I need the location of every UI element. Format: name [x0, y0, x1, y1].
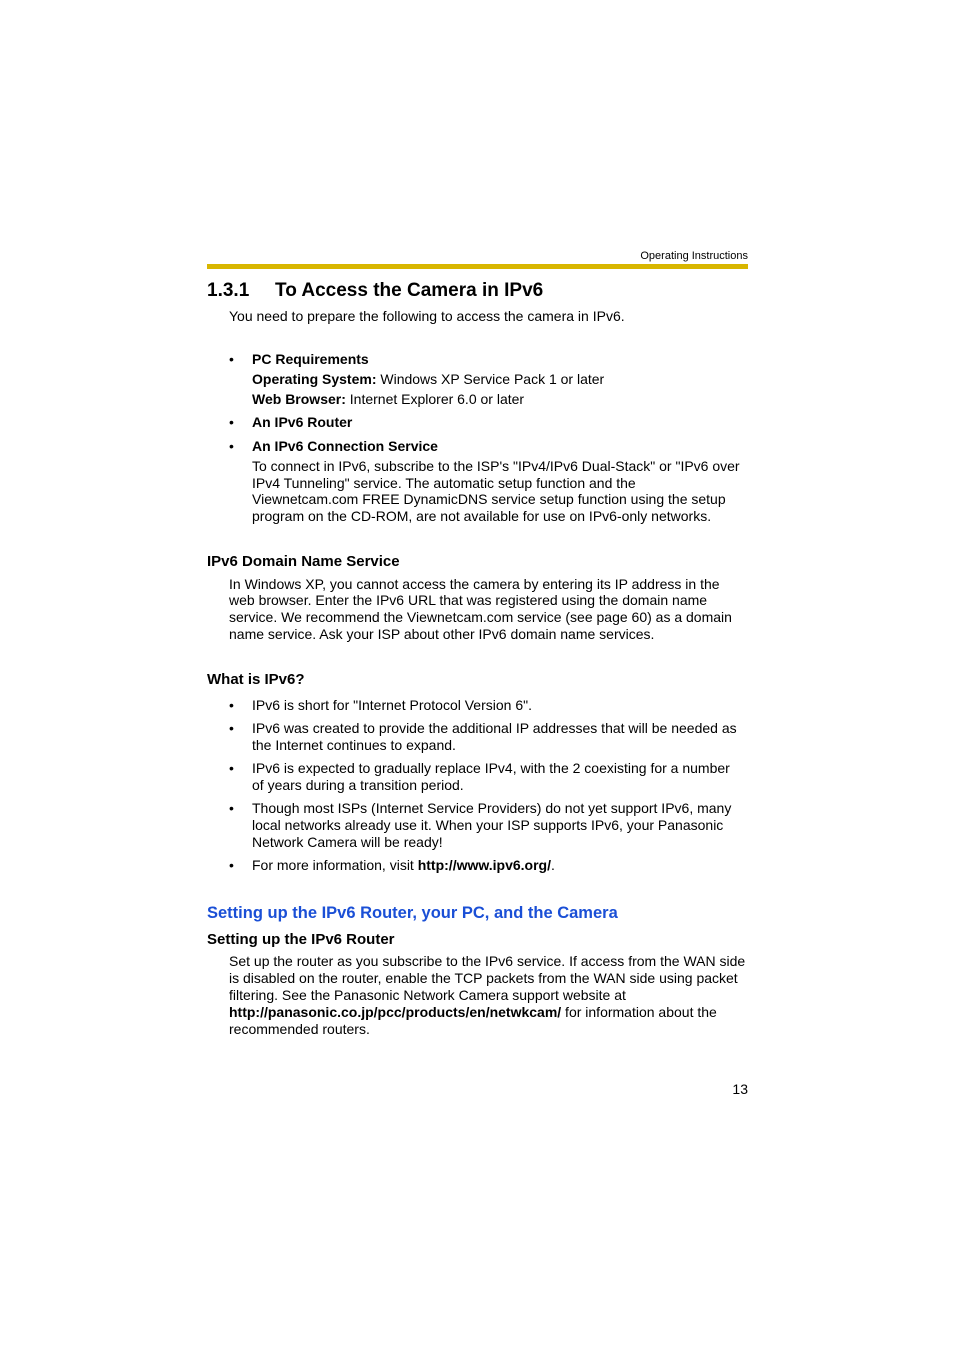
setup-line: is disabled on the router, enable the TCP packets from the WAN side using packet — [229, 970, 738, 986]
bullet: • — [229, 857, 234, 873]
bullet: • — [229, 760, 234, 776]
what-bullet-text: Though most ISPs (Internet Service Providers) do not yet support IPv6, many — [252, 800, 732, 816]
connection-service-line: IPv4 Tunneling" service. The automatic setup function and the — [252, 475, 636, 491]
bullet: • — [229, 351, 234, 367]
intro-text: You need to prepare the following to access the camera in IPv6. — [229, 308, 625, 324]
browser-value: Internet Explorer 6.0 or later — [345, 391, 525, 407]
section-heading — [207, 278, 543, 304]
what-bullet-text: local networks already use it. When your ISP supports IPv6, your Panasonic — [252, 817, 724, 833]
dns-line: In Windows XP, you cannot access the camera by entering its IP address in the — [229, 576, 720, 592]
what-bullet-text: IPv6 is expected to gradually replace IPv4, with the 2 coexisting for a number — [252, 760, 730, 776]
ipv6-org-link[interactable]: http://www.ipv6.org/ — [417, 857, 551, 873]
what-bullet-text: IPv6 is short for "Internet Protocol Version 6". — [252, 697, 532, 713]
os-value: Windows XP Service Pack 1 or later — [376, 371, 605, 387]
dns-line: service. We recommend the Viewnetcam.com service (see page 60) as a domain — [229, 609, 732, 625]
bullet: • — [229, 720, 234, 736]
header-rule — [207, 264, 748, 269]
pc-requirements-title: PC Requirements — [252, 351, 369, 367]
connection-service-line: To connect in IPv6, subscribe to the ISP's "IPv4/IPv6 Dual-Stack" or "IPv6 over — [252, 458, 740, 474]
setup-heading: Setting up the IPv6 Router, your PC, and the Camera — [207, 904, 618, 922]
os-label: Operating System: — [252, 371, 377, 387]
connection-service-title: An IPv6 Connection Service — [252, 438, 438, 454]
setup-line: Set up the router as you subscribe to the IPv6 service. If access from the WAN side — [229, 953, 746, 969]
bullet: • — [229, 697, 234, 713]
what-bullet-text: IPv6 was created to provide the additional IP addresses that will be needed as — [252, 720, 737, 736]
panasonic-support-link[interactable]: http://panasonic.co.jp/pcc/products/en/netwkcam/ — [229, 1004, 562, 1020]
what-heading: What is IPv6? — [207, 671, 305, 688]
setup-link-line — [229, 1004, 748, 1021]
connection-service-line: program on the CD-ROM, are not available for use on IPv6-only networks. — [252, 508, 712, 524]
bullet: • — [229, 800, 234, 816]
what-bullet-text: Network Camera will be ready! — [252, 834, 443, 850]
setup-line: recommended routers. — [229, 1021, 370, 1037]
section-number: 1.3.1 — [207, 280, 250, 301]
more-info-prefix: For more information, visit — [252, 857, 418, 873]
dns-heading: IPv6 Domain Name Service — [207, 553, 400, 570]
os-requirement — [252, 371, 748, 388]
dns-line: web browser. Enter the IPv6 URL that was registered using the domain name — [229, 592, 708, 608]
router-setup-heading: Setting up the IPv6 Router — [207, 931, 395, 948]
what-bullet-text: of years during a transition period. — [252, 777, 464, 793]
setup-line: filtering. See the Panasonic Network Camera support website at — [229, 987, 626, 1003]
more-info-line — [252, 857, 748, 874]
more-info-suffix: . — [550, 857, 555, 873]
section-title: To Access the Camera in IPv6 — [275, 280, 544, 301]
setup-link-suffix: for information about the — [561, 1004, 717, 1020]
page-number: 13 — [732, 1081, 748, 1097]
browser-label: Web Browser: — [252, 391, 346, 407]
running-header: Operating Instructions — [640, 250, 748, 262]
connection-service-line: Viewnetcam.com FREE DynamicDNS service setup function using the setup — [252, 491, 726, 507]
bullet: • — [229, 438, 234, 454]
bullet: • — [229, 414, 234, 430]
what-bullet-text: the Internet continues to expand. — [252, 737, 456, 753]
dns-line: name service. Ask your ISP about other IPv6 domain name services. — [229, 626, 655, 642]
ipv6-router-title: An IPv6 Router — [252, 414, 353, 430]
browser-requirement — [252, 391, 748, 408]
